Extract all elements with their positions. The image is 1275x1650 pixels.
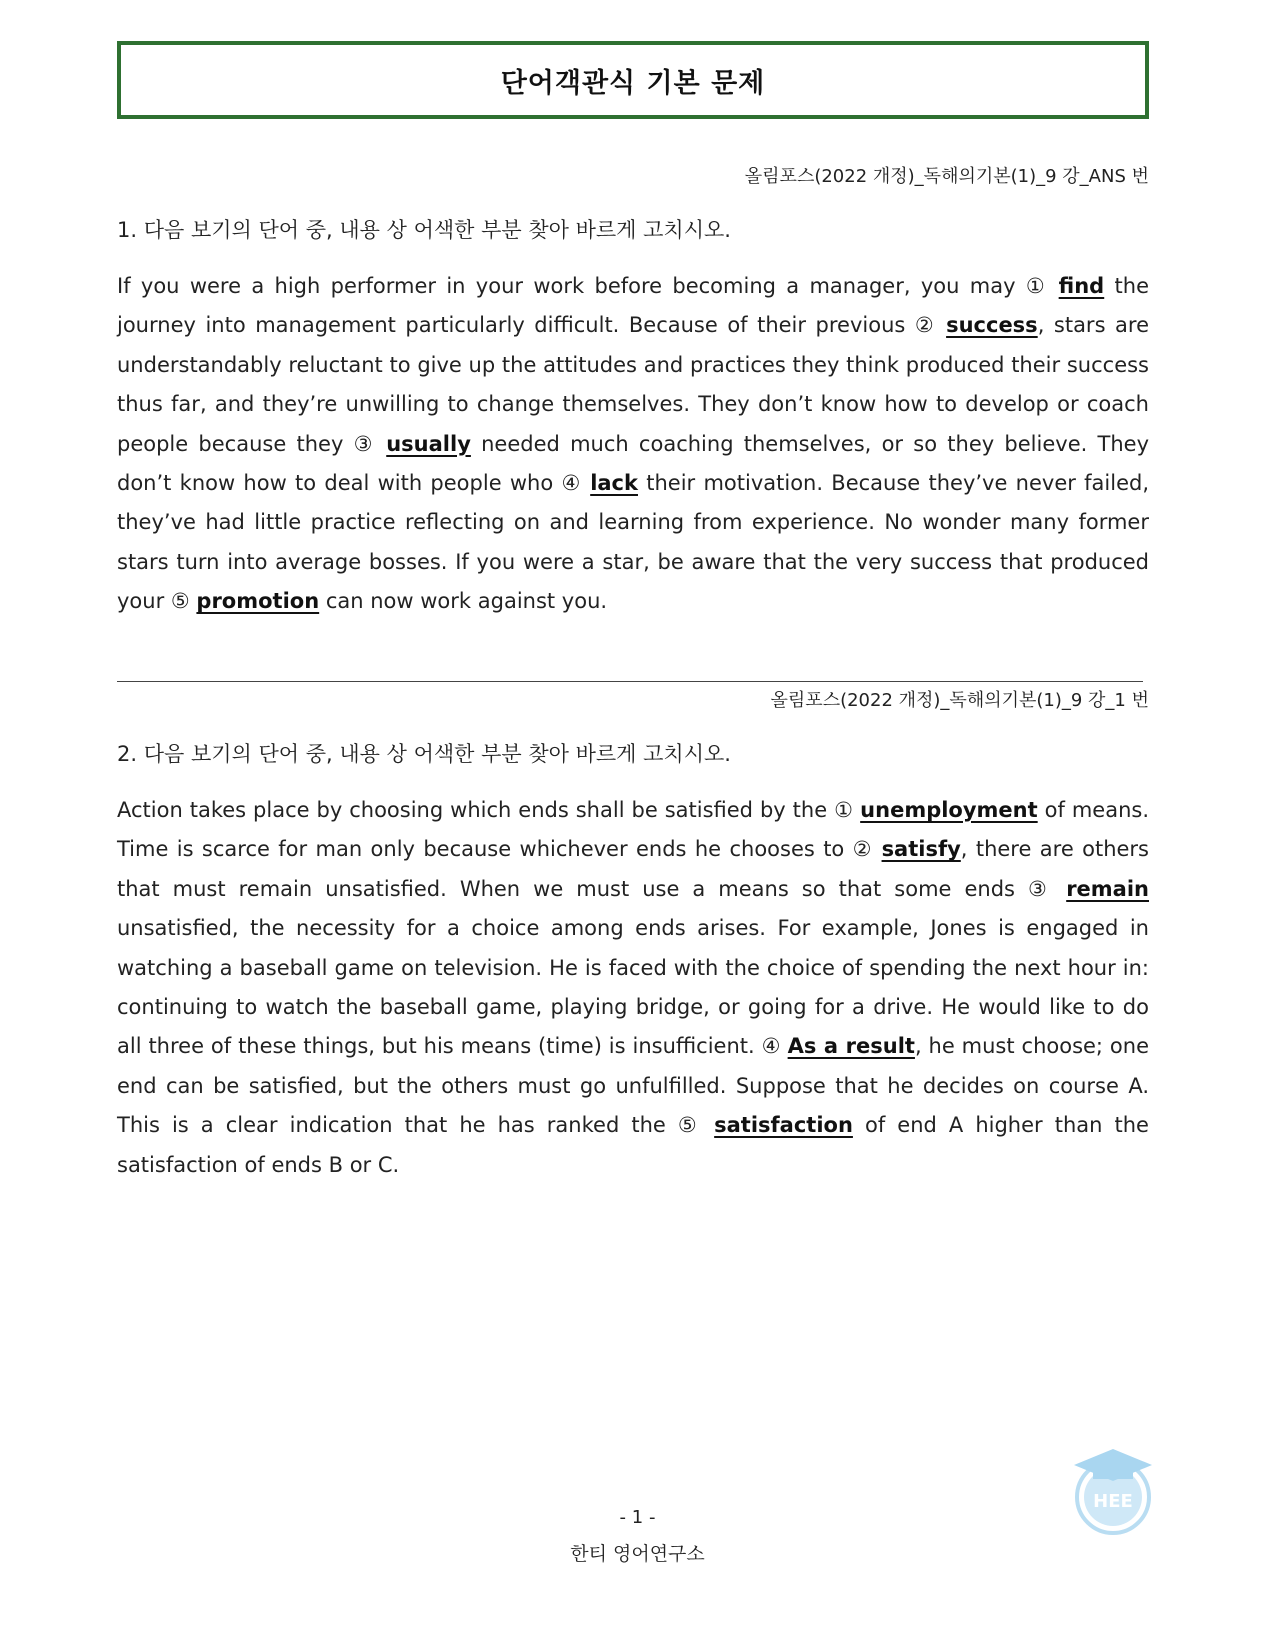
- choice-word: As a result: [787, 1034, 915, 1059]
- graduation-cap-icon: [1068, 1443, 1158, 1539]
- choice-word: remain: [1066, 876, 1149, 901]
- question-2-prompt: 2. 다음 보기의 단어 중, 내용 상 어색한 부분 찾아 바르게 고치시오.: [117, 742, 731, 766]
- page-title: 단어객관식 기본 문제: [500, 67, 766, 99]
- logo-text: HEE: [1093, 1491, 1133, 1512]
- choice-number: ④: [561, 471, 582, 496]
- choice-number: ①: [834, 798, 854, 822]
- choice-number: ③: [1027, 876, 1054, 901]
- question-1-source: 올림포스(2022 개정)_독해의기본(1)_9 강_ANS 번: [744, 166, 1149, 187]
- question-1-passage: [117, 267, 1149, 622]
- page-number: - 1 -: [619, 1507, 656, 1528]
- choice-number: ①: [1025, 274, 1049, 298]
- passage-text: If you were a high performer in your work before becoming a manager, you may: [117, 274, 1026, 298]
- choice-word: unemployment: [860, 798, 1038, 822]
- question-2-passage: [117, 791, 1149, 1185]
- organization-name: 한티 영어연구소: [570, 1543, 705, 1565]
- choice-word: satisfaction: [714, 1113, 853, 1138]
- passage-text: , there are others that must remain unsatisfied. When we must use a means so that some ends: [117, 837, 1149, 901]
- choice-number: ②: [852, 837, 874, 862]
- passage-text: the journey into management particularly difficult. Because of their previous: [117, 274, 1150, 338]
- choice-word: lack: [590, 471, 638, 496]
- title-box: [117, 41, 1149, 119]
- divider: [117, 681, 1143, 682]
- choice-word: satisfy: [881, 837, 961, 862]
- choice-word: usually: [386, 431, 471, 456]
- choice-number: ④: [761, 1034, 781, 1059]
- passage-text: their motivation. Because they’ve never failed, they’ve had little practice reflecting on and learning from experience. No wonder many former stars turn into average bosses. If you were a star, be aware that the very success that produced your: [117, 471, 1149, 614]
- passage-text: of end A higher than the satisfaction of ends B or C.: [117, 1113, 1149, 1177]
- passage-text: Action takes place by choosing which ends shall be satisfied by the: [117, 798, 835, 822]
- choice-number: ⑤: [677, 1113, 703, 1138]
- passage-text: needed much coaching themselves, or so they believe. They don’t know how to deal with people who: [117, 431, 1150, 496]
- question-1-prompt: 1. 다음 보기의 단어 중, 내용 상 어색한 부분 찾아 바르게 고치시오.: [117, 218, 731, 242]
- passage-text: can now work against you.: [319, 589, 608, 614]
- choice-word: promotion: [196, 589, 320, 614]
- choice-word: find: [1058, 274, 1105, 298]
- choice-number: ②: [914, 313, 937, 338]
- choice-number: ③: [353, 431, 376, 456]
- choice-word: success: [946, 313, 1038, 338]
- passage-text: of means. Time is scarce for man only because whichever ends he chooses to: [117, 798, 1149, 862]
- passage-text: , he must choose; one end can be satisfied, but the others must go unfulfilled. Suppose that he decides on course A. This is a clear indication that he has ranked the: [117, 1034, 1150, 1138]
- passage-text: unsatisfied, the necessity for a choice among ends arises. For example, Jones is engaged in watching a baseball game on television. He is faced with the choice of spending the next hour in: continuing to watch the baseball game, playing bridge, or going for a drive. He would like to do all three of these things, but his means (time) is insufficient.: [117, 916, 1149, 1059]
- choice-number: ⑤: [170, 589, 190, 614]
- passage-text: , stars are understandably reluctant to give up the attitudes and practices they think produced their success thus far, and they’re unwilling to change themselves. They don’t know how to develop or coach people because they: [117, 313, 1149, 456]
- question-2-source: 올림포스(2022 개정)_독해의기본(1)_9 강_1 번: [770, 690, 1149, 711]
